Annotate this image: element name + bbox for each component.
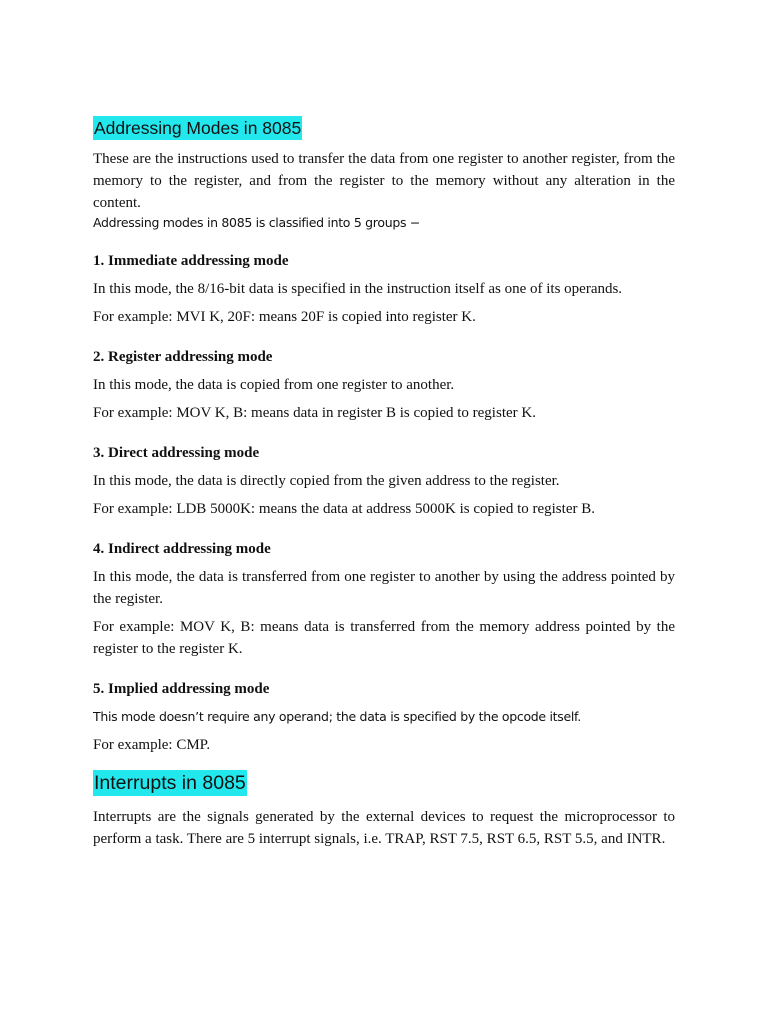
mode-block-register — [93, 346, 675, 424]
addressing-intro-paragraph: These are the instructions used to transfer the data from one register to another register, from the memory to the register, and from the register to the memory without any alteration in the content. — [93, 151, 675, 211]
mode-description: In this mode, the data is copied from one register to another. — [93, 377, 455, 393]
mode-example: For example: LDB 5000K: means the data at address 5000K is copied to register B. — [93, 501, 595, 517]
mode-description: This mode doesn’t require any operand; the data is specified by the opcode itself. — [93, 709, 581, 724]
mode-example: For example: MOV K, B: means data is transferred from the memory address pointed by the register to the register K. — [93, 619, 675, 657]
mode-description: In this mode, the 8/16-bit data is specified in the instruction itself as one of its operands. — [93, 281, 623, 297]
document-page — [93, 116, 675, 850]
mode-example: For example: MOV K, B: means data in register B is copied to register K. — [93, 405, 536, 421]
interrupts-paragraph: Interrupts are the signals generated by the external devices to request the microprocessor to perform a task. There are 5 interrupt signals, i.e. TRAP, RST 7.5, RST 6.5, RST 5.5, and INTR. — [93, 809, 675, 847]
mode-description: In this mode, the data is transferred from one register to another by using the address pointed by the register. — [93, 569, 675, 607]
mode-title: 1. Immediate addressing mode — [93, 253, 289, 269]
mode-title: 3. Direct addressing mode — [93, 445, 260, 461]
mode-block-direct — [93, 442, 675, 520]
section-heading-interrupts: Interrupts in 8085 — [94, 772, 246, 794]
mode-block-indirect — [93, 538, 675, 660]
mode-example: For example: MVI K, 20F: means 20F is copied into register K. — [93, 309, 476, 325]
mode-title: 4. Indirect addressing mode — [93, 541, 271, 557]
mode-block-immediate — [93, 250, 675, 328]
mode-block-implied — [93, 678, 675, 756]
mode-description: In this mode, the data is directly copied from the given address to the register. — [93, 473, 560, 489]
mode-title: 2. Register addressing mode — [93, 349, 273, 365]
section-heading-addressing-modes: Addressing Modes in 8085 — [94, 118, 302, 138]
mode-example: For example: CMP. — [93, 737, 211, 753]
addressing-groups-line: Addressing modes in 8085 is classified into 5 groups − — [93, 215, 421, 230]
mode-title: 5. Implied addressing mode — [93, 681, 270, 697]
